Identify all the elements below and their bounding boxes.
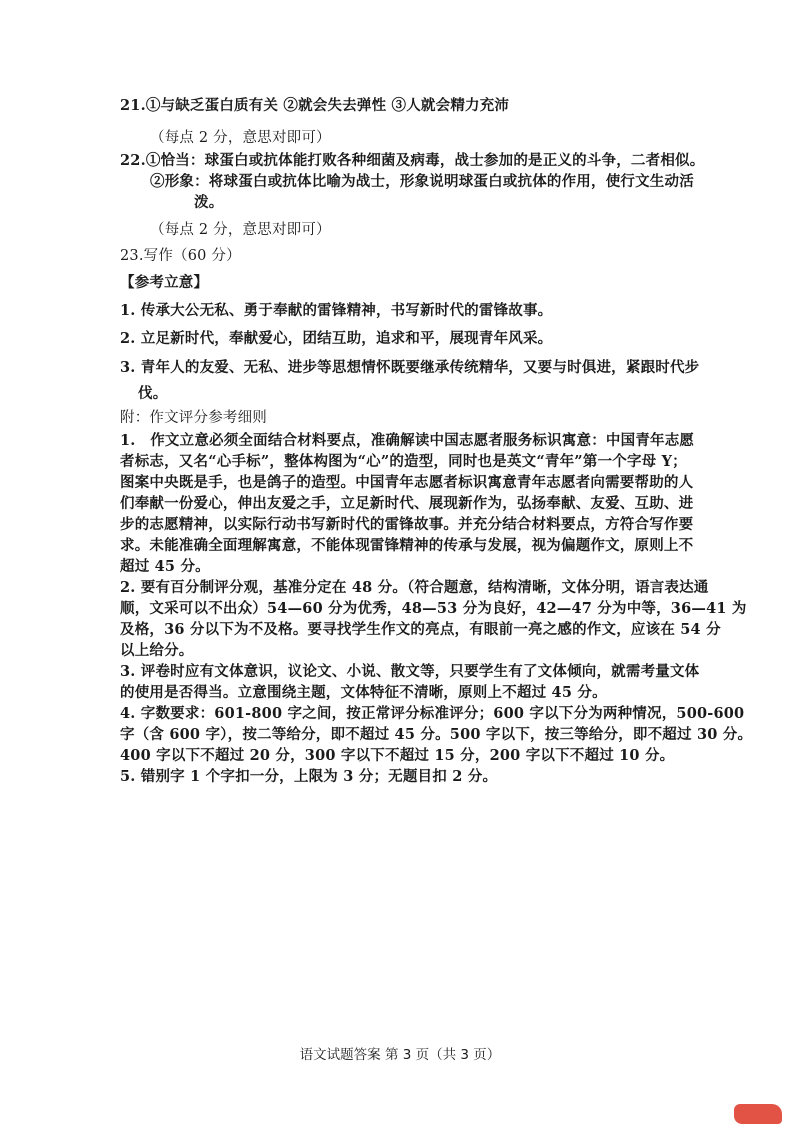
rubric-p1-line: 求。未能准确全面理解寓意，不能体现雷锋精神的传承与发展，视为偏题作文，原则上不	[120, 537, 694, 554]
reference-idea-3-cont: 伐。	[138, 385, 168, 402]
q22-answer-2: ②形象：将球蛋白或抗体比喻为战士，形象说明球蛋白或抗体的作用，使行文生动活	[150, 173, 694, 190]
q21-scoring-note: （每点 2 分，意思对即可）	[150, 130, 331, 146]
rubric-p1-line: 超过 45 分。	[120, 558, 210, 575]
rubric-p4-line: 字（含 600 字），按二等给分，即不超过 45 分。500 字以下，按三等给分，即不超过 30 分。	[120, 726, 753, 743]
reference-idea-1: 1. 传承大公无私、勇于奉献的雷锋精神，书写新时代的雷锋故事。	[120, 302, 553, 319]
rubric-p2-line: 2. 要有百分制评分观，基准分定在 48 分。（符合题意，结构清晰，文体分明，语言表达通	[120, 579, 709, 596]
rubric-p4-line: 400 字以下不超过 20 分，300 字以下不超过 15 分，200 字以下不超过 10 分。	[120, 747, 675, 764]
page-footer: 语文试题答案 第 3 页（共 3 页）	[299, 1047, 501, 1063]
q22-answer-2-cont: 泼。	[194, 194, 224, 211]
rubric-p1-line: 图案中央既是手，也是鸽子的造型。中国青年志愿者标识寓意青年志愿者向需要帮助的人	[120, 474, 694, 491]
q22-scoring-note: （每点 2 分，意思对即可）	[150, 222, 331, 238]
rubric-p4-line: 4. 字数要求：601-800 字之间，按正常评分标准评分；600 字以下分为两种情况，500-600	[120, 705, 745, 722]
q23-title: 23.写作（60 分）	[120, 248, 241, 264]
corner-logo-icon	[734, 1104, 782, 1124]
rubric-p1-line: 1. 作文立意必须全面结合材料要点，准确解读中国志愿者服务标识寓意：中国青年志愿	[120, 432, 695, 449]
rubric-p3-line: 的使用是否得当。立意围绕主题，文体特征不清晰，原则上不超过 45 分。	[120, 684, 607, 701]
reference-ideas-heading: 【参考立意】	[120, 274, 209, 291]
rubric-p5: 5. 错别字 1 个字扣一分，上限为 3 分；无题目扣 2 分。	[120, 768, 498, 785]
q22-answer-1: 22.①恰当：球蛋白或抗体能打败各种细菌及病毒，战士参加的是正义的斗争，二者相似。	[120, 152, 705, 169]
rubric-p2-line: 以上给分。	[120, 642, 194, 659]
q21-answer: 21.①与缺乏蛋白质有关 ②就会失去弹性 ③人就会精力充沛	[120, 97, 510, 114]
reference-idea-3: 3. 青年人的友爱、无私、进步等思想情怀既要继承传统精华，又要与时俱进，紧跟时代步	[120, 359, 700, 376]
rubric-p2-line: 顺，文采可以不出众）54—60 分为优秀，48—53 分为良好，42—47 分为中等，36—41 为	[120, 600, 747, 617]
rubric-heading: 附：作文评分参考细则	[120, 410, 267, 426]
rubric-p3-line: 3. 评卷时应有文体意识，议论文、小说、散文等，只要学生有了文体倾向，就需考量文体	[120, 663, 700, 680]
rubric-p2-line: 及格，36 分以下为不及格。要寻找学生作文的亮点，有眼前一亮之感的作文，应该在 54 分	[120, 621, 721, 638]
rubric-p1-line: 步的志愿精神，以实际行动书写新时代的雷锋故事。并充分结合材料要点，方符合写作要	[120, 516, 694, 533]
rubric-p1-line: 者标志，又名“心手标”，整体构图为“心”的造型，同时也是英文“青年”第一个字母 Y；	[120, 453, 687, 470]
rubric-p1-line: 们奉献一份爱心，伸出友爱之手，立足新时代、展现新作为，弘扬奉献、友爱、互助、进	[120, 495, 694, 512]
reference-idea-2: 2. 立足新时代，奉献爱心，团结互助，追求和平，展现青年风采。	[120, 330, 553, 347]
